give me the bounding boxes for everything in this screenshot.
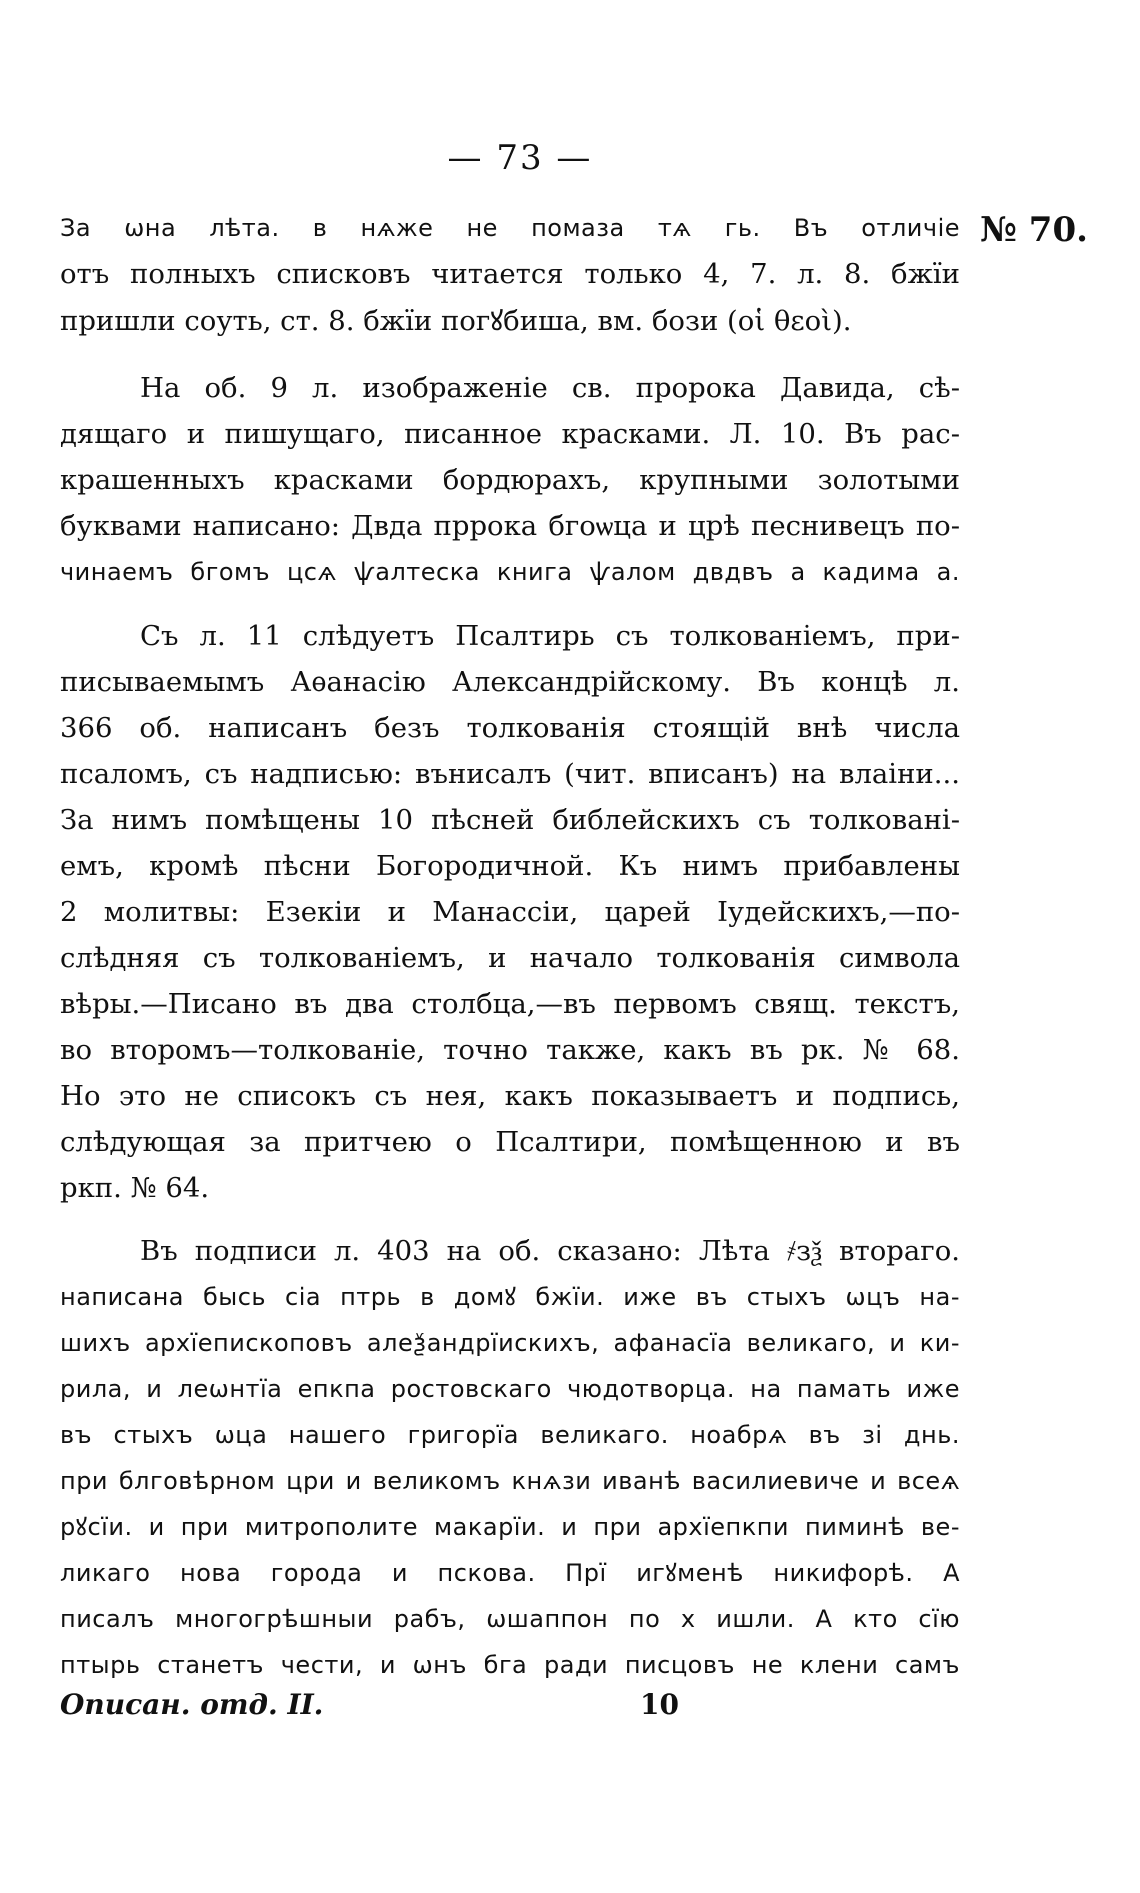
text-line: написана бысь сіа птрь в домꙋ бжїи. иже въ стыхъ ѡцъ на- — [60, 1283, 960, 1311]
text-line: при блговѣрном цри и великомъ кнѧзи иванѣ василиевиче и всеѧ — [60, 1467, 960, 1495]
text-line: дящаго и пишущаго, писанное красками. Л. 10. Въ рас- — [60, 418, 960, 450]
text-line: писываемымъ Аѳанасію Александрійскому. Въ концѣ л. — [60, 666, 960, 698]
text-line: писалъ многогрѣшныи рабъ, ѡшаппон по х ишли. А кто сїю — [60, 1605, 960, 1633]
text-line: рꙋсїи. и при митрополите макарїи. и при архїепкпи пиминѣ ве- — [60, 1513, 960, 1541]
text-line: рила, и леѡнтїа епкпа ростовскаго чюдотворца. на памать иже — [60, 1375, 960, 1403]
text-line: чинаемъ бгомъ цсѧ ѱалтеска книга ѱалом двдвъ а кадима а. — [60, 558, 960, 586]
text-line: Въ подписи л. 403 на об. сказано: Лѣта ҂зѯ втораго. — [140, 1235, 960, 1267]
text-line: шихъ архїепископовъ алеѯандрїискихъ, афанасїа великаго, и ки- — [60, 1329, 960, 1357]
text-line: Но это не списокъ съ нея, какъ показываетъ и подпись, — [60, 1080, 960, 1112]
text-line: во второмъ—толкованіе, точно также, какъ въ рк. № 68. — [60, 1034, 960, 1066]
text-line: емъ, кромѣ пѣсни Богородичной. Къ нимъ прибавлены — [60, 850, 960, 882]
text-line: псаломъ, съ надписью: вънисалъ (чит. вписанъ) на влаіни... — [60, 758, 960, 790]
text-line: въ стыхъ ѡца нашего григорїа великаго. ноабрѧ въ зі днь. — [60, 1421, 960, 1449]
text-line: За ѡна лѣта. в нѧже не помаза тѧ гь. Въ отличіе — [60, 214, 960, 242]
text-line: ркп. № 64. — [60, 1172, 210, 1204]
text-line: За нимъ помѣщены 10 пѣсней библейскихъ съ толковані- — [60, 804, 960, 836]
text-line: 366 об. написанъ безъ толкованія стоящій внѣ числа — [60, 712, 960, 744]
signature-mark: Описан. отд. II. — [60, 1688, 324, 1721]
page-number: — 73 — — [447, 138, 593, 178]
manuscript-number: № 70. — [980, 210, 1088, 250]
text-line: крашенныхъ красками бордюрахъ, крупными золотыми — [60, 464, 960, 496]
text-line: На об. 9 л. изображеніе св. пророка Давида, сѣ- — [140, 372, 960, 404]
text-line: отъ полныхъ списковъ читается только 4, 7. л. 8. бжїи — [60, 258, 960, 290]
text-line: птырь станетъ чести, и ѡнъ бга ради писцовъ не клени самъ — [60, 1651, 960, 1679]
text-line: слѣдняя съ толкованіемъ, и начало толкованія символа — [60, 942, 960, 974]
text-line: 2 молитвы: Езекіи и Манассіи, царей Іудейскихъ,—по- — [60, 896, 960, 928]
text-line: ликаго нова города и пскова. Прї игꙋменѣ никифорѣ. А — [60, 1559, 960, 1587]
text-line: слѣдующая за притчею о Псалтири, помѣщенною и въ — [60, 1126, 960, 1158]
text-line: буквами написано: Двда пррока бгоѡца и црѣ песнивецъ по- — [60, 510, 960, 542]
signature-number: 10 — [640, 1688, 679, 1721]
text-line: пришли соуть, ст. 8. бжїи погꙋбиша, вм. бози (οἱ θεοὶ). — [60, 305, 852, 337]
text-line: Съ л. 11 слѣдуетъ Псалтирь съ толкованіемъ, при- — [140, 620, 960, 652]
text-line: вѣры.—Писано въ два столбца,—въ первомъ свящ. текстъ, — [60, 988, 960, 1020]
